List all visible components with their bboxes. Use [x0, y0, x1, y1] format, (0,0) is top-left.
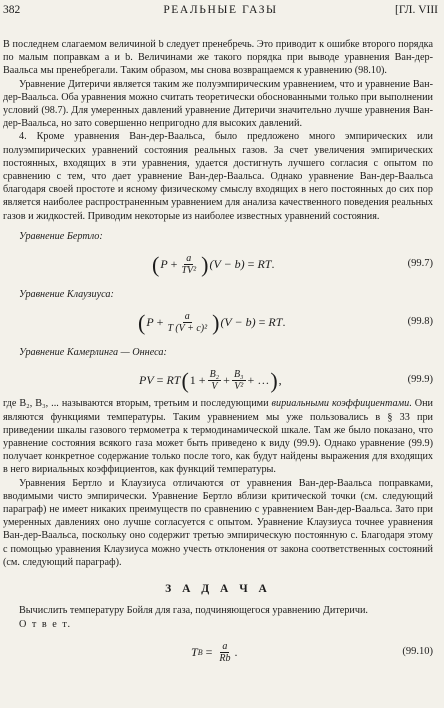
formula: T B = $\frac{a}{Rb}$ .: [191, 640, 238, 664]
equation-number: (99.7): [407, 258, 433, 270]
running-title: РЕАЛЬНЫЕ ГАЗЫ: [163, 4, 278, 16]
equation-number: (99.8): [407, 316, 433, 328]
formula: ( P + $\frac{a}{\text{T (V + c)²}}$ ) (V − b) = RT .: [138, 309, 286, 335]
berthelot-label: Уравнение Бертло:: [19, 230, 103, 242]
paragraph-3: 4. Кроме уравнения Ван-дер-Ваальса, было предложено много эмпирических или полуэмпирических уравнений состояния реальных газов. За счет увеличения эмпирических постоянных, входящих в эти уравнения, удается достигнуть лучшего согласия с опытом по сравнению с тем, что дает уравнение Ван-дер-Ваальса. Однако уравнение Ван-дер-Ваальса благодаря своей простоте и ясному физическому смыслу входящих в него постоянных до сих пор является наиболее распространенным уравнением для анализа качественного поведения реальных газов и жидкостей. Приводим некоторые из наиболее известных уравнений состояния.: [3, 131, 433, 222]
chapter-label: [ГЛ. VIII: [395, 4, 438, 16]
equation-number: (99.9): [407, 374, 433, 386]
clausius-label: Уравнение Клаузиуса:: [19, 289, 114, 301]
virial-term: вириальными коэффициентами: [271, 398, 410, 410]
paragraph-4-start: где B₂, B₃, ... называются вторым, третьим и последующими: [3, 398, 272, 410]
page-header: [3, 4, 438, 22]
equation-berthelot: [3, 243, 433, 281]
paragraph-4-rest: . Они являются функциями температуры. Таким уравнением мы уже пользовались в § 33 при приведении шкалы газового термометра к термодинамической шкале. Там же было показано, что уравнение состояния всякого газа может быть приведено к виду (99.9). Однако уравнение (99.9) получает конкретное содержание только после того, как будут найдены выражения для входящих в него вириальных коэффициентов, как функций температуры.: [3, 398, 433, 476]
page-body: [3, 38, 433, 669]
paragraph-4: [3, 397, 433, 476]
equation-kamerlingh-onnes: [3, 359, 433, 397]
problem-text: Вычислить температуру Бойля для газа, подчиняющегося уравнению Дитеричи.: [19, 605, 368, 617]
page-number: 382: [3, 4, 21, 16]
equation-clausius: [3, 301, 433, 339]
formula: ( P + $\frac{a}{\text{TV²}}$ ) (V − b) = RT .: [152, 251, 275, 277]
problem-heading: З А Д А Ч А: [165, 583, 271, 596]
paragraph-1: В последнем слагаемом величиной b следует пренебречь. Это приводит к ошибке второго порядка по малым поправкам a и b. Величинами же такого порядка при выводе уравнения Ван-дер-Ваальса мы пренебрегали. Таким образом, мы снова возвращаемся к уравнению (98.10).: [3, 39, 433, 77]
paragraph-2: Уравнение Дитеричи является таким же полуэмпирическим уравнением, что и уравнение Ван-дер-Ваальса. Оба уравнения можно считать теоретически обоснованными только при выполнении условий (98.7). Для умеренных давлений уравнение Дитеричи значительно лучше уравнения Ван-дер-Ваальса, но зато совершенно непригодно для высоких давлений.: [3, 78, 433, 130]
paragraph-5: Уравнения Бертло и Клаузиуса отличаются от уравнения Ван-дер-Ваальса поправками, вводимыми чисто эмпирически. Уравнение Бертло вблизи критической точки (см. следующий параграф) не имеет никаких преимуществ по сравнению с уравнением Ван-дер-Ваальса. Зато при умеренных давлениях оно лучше согласуется с опытом. Уравнение Клаузиуса точнее уравнения Ван-дер-Ваальса, поскольку оно содержит третью эмпирическую постоянную c. Благодаря этому с помощью уравнения Клаузиуса можно учесть отклонения от закона соответственных состояний (см. следующий параграф).: [3, 477, 433, 568]
equation-number: (99.10): [402, 645, 433, 657]
equation-boyle: [3, 631, 433, 669]
answer-label: О т в е т.: [19, 618, 72, 630]
formula: PV = RT ( 1 + $\frac{\text{B₂}}{V}$ + $\frac{\text{B₃}}{\text{V²}}$ + … ) ,: [139, 367, 282, 393]
kamerlingh-label: Уравнение Камерлинга — Оннеса:: [19, 347, 167, 359]
